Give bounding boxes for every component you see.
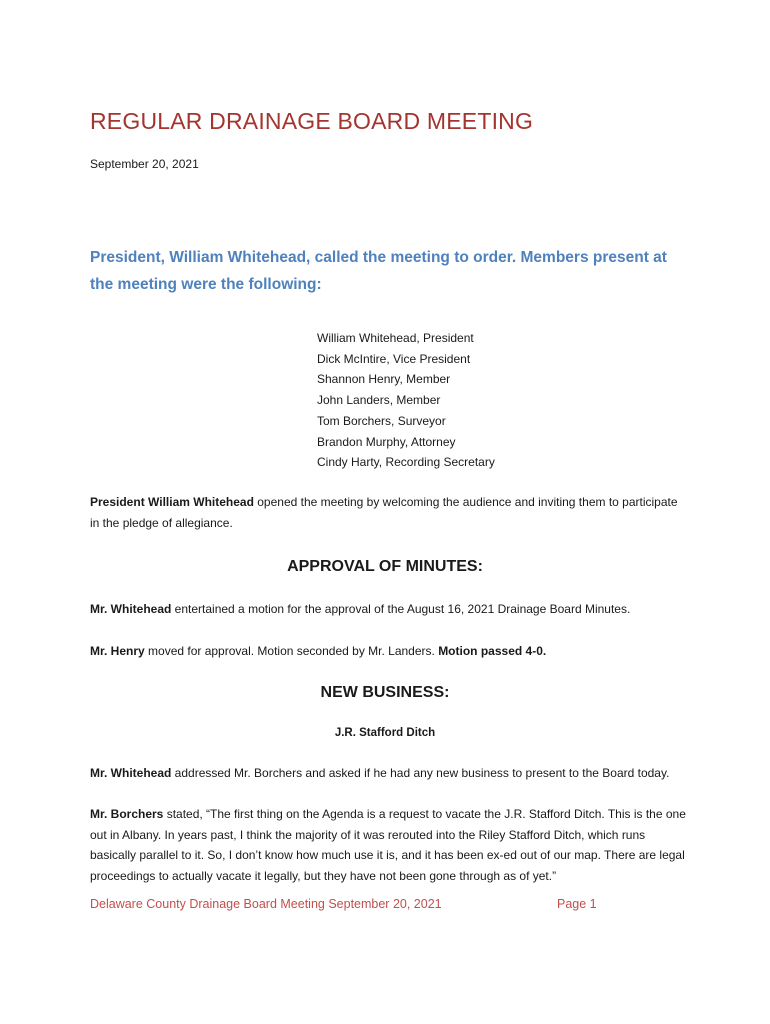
- speaker-name: Mr. Whitehead: [90, 766, 172, 780]
- approval-heading: APPROVAL OF MINUTES:: [287, 558, 483, 575]
- member-item: Cindy Harty, Recording Secretary: [317, 455, 495, 470]
- member-item: William Whitehead, President: [317, 331, 474, 345]
- meeting-date: September 20, 2021: [90, 157, 199, 171]
- speaker-name: President William Whitehead: [90, 495, 254, 509]
- speaker-name: Mr. Henry: [90, 644, 145, 658]
- approval-paragraph-2: [90, 641, 690, 662]
- speaker-name: Mr. Whitehead: [90, 602, 172, 616]
- paragraph-text: addressed Mr. Borchers and asked if he had any new business to present to the Board today.: [171, 766, 670, 780]
- new-business-heading: NEW BUSINESS:: [320, 684, 450, 701]
- motion-result: Motion passed 4-0.: [438, 644, 547, 658]
- member-item: John Landers, Member: [317, 393, 441, 408]
- member-item: Dick McIntire, Vice President: [317, 351, 471, 366]
- member-item: Tom Borchers, Surveyor: [317, 413, 446, 428]
- call-to-order-text: President, William Whitehead, called the meeting to order. Members present at the meeting were the following:: [90, 249, 667, 293]
- page-number: Page 1: [557, 897, 597, 911]
- paragraph-text: entertained a motion for the approval of the August 16, 2021 Drainage Board Minutes.: [171, 602, 631, 616]
- members-list: [317, 328, 495, 473]
- document-title: REGULAR DRAINAGE BOARD MEETING: [90, 108, 534, 134]
- approval-paragraph-1: [90, 599, 690, 620]
- member-item: Shannon Henry, Member: [317, 372, 451, 387]
- opening-paragraph: [90, 492, 690, 533]
- paragraph-text: stated, “The first thing on the Agenda is a request to vacate the J.R. Stafford Ditch. This is the one out in Albany. In years past, I think the majority of it was rerouted into the Riley Stafford Ditch, which runs basically parallel to it. So, I don’t know how much use it is, and it has been ex-ed out of our map. There are legal proceedings to actually vacate it legally, but they have not been gone through as of yet.”: [90, 807, 686, 883]
- paragraph-text: moved for approval. Motion seconded by Mr. Landers.: [144, 644, 439, 658]
- speaker-name: Mr. Borchers: [90, 807, 164, 821]
- new-business-subheading: J.R. Stafford Ditch: [334, 727, 436, 739]
- footer-title: Delaware County Drainage Board Meeting September 20, 2021: [90, 897, 442, 911]
- business-paragraph-1: [90, 763, 690, 784]
- business-paragraph-2: [90, 804, 690, 886]
- member-item: Brandon Murphy, Attorney: [317, 434, 456, 449]
- paragraph-text: opened the meeting by welcoming the audience and inviting them to participate in the pledge of allegiance.: [90, 495, 678, 530]
